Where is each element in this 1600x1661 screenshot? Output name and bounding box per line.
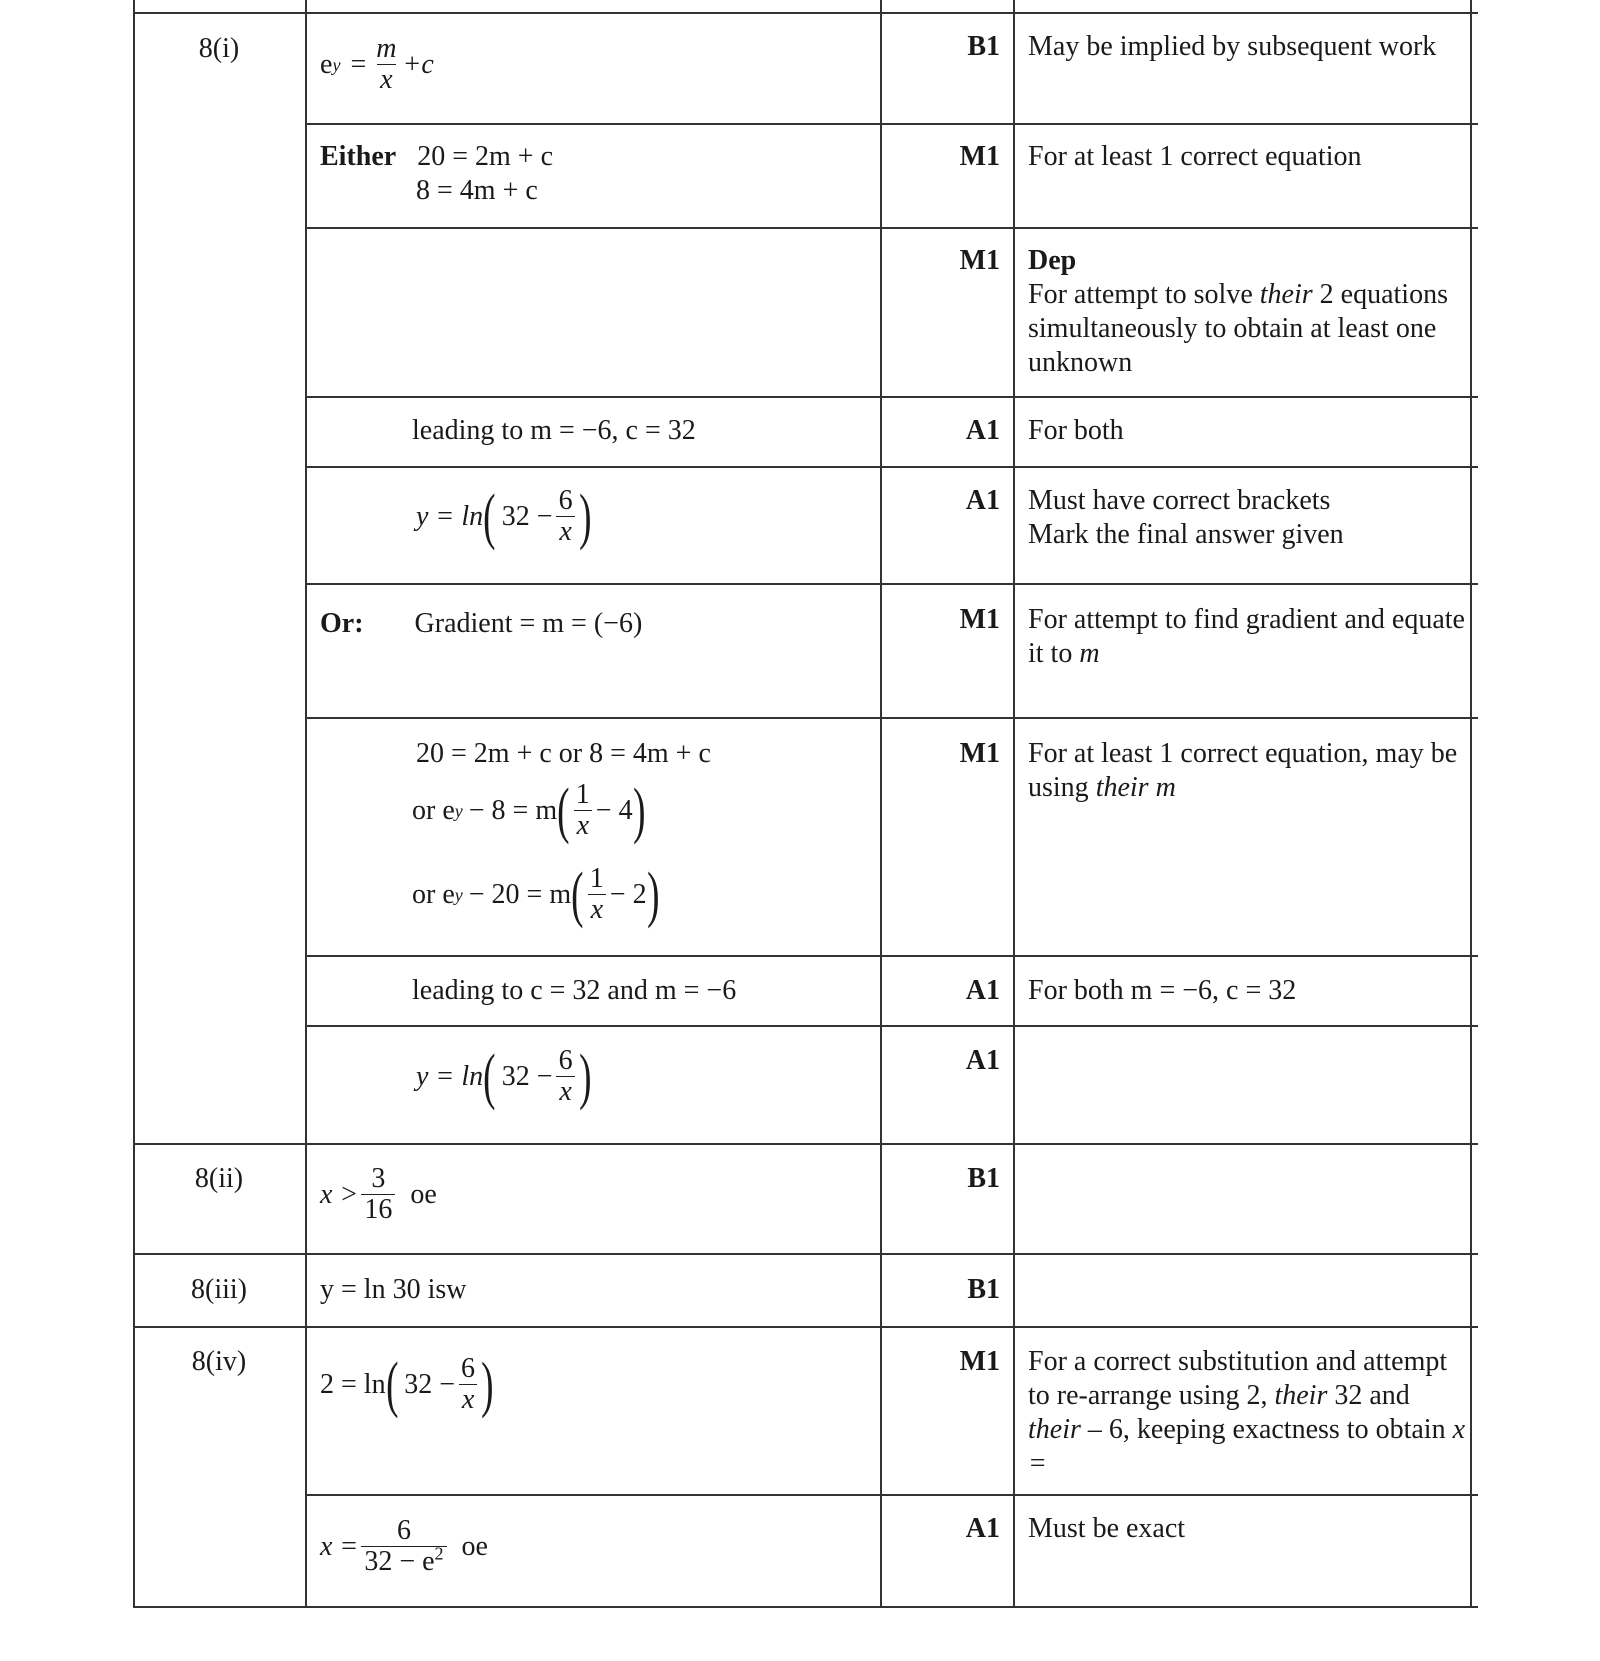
mark-code: B1: [967, 1274, 1000, 1305]
guidance-emphasis: their: [1028, 1414, 1081, 1445]
row-divider: [133, 1253, 1478, 1255]
fraction-denominator: x: [556, 516, 574, 547]
table-border-bottom: [133, 1606, 1478, 1608]
mark-code: B1: [967, 1163, 1000, 1194]
row-divider: [305, 396, 1478, 398]
open-bracket: (: [571, 860, 584, 929]
fraction-denominator: [361, 1543, 446, 1577]
guidance-emphasis: their m: [1095, 772, 1176, 803]
guidance-heading: Dep: [1028, 245, 1077, 276]
mark-code: A1: [965, 975, 1000, 1006]
guidance-cell: [1028, 1345, 1468, 1481]
answer-text: y = ln 30 isw: [320, 1274, 467, 1305]
answer-text: − 2: [609, 878, 647, 910]
guidance-text: Mark the final answer given: [1028, 519, 1344, 550]
question-number: 8(ii): [194, 1163, 244, 1194]
guidance-cell: [1028, 737, 1468, 805]
guidance-cell: [1028, 244, 1468, 380]
fraction: [458, 1354, 478, 1415]
guidance-emphasis: their: [1259, 279, 1313, 310]
guidance-text: – 6, keeping exactness to obtain: [1080, 1414, 1453, 1445]
mark-code: A1: [965, 1045, 1000, 1076]
guidance-text: Must have correct brackets: [1028, 485, 1331, 516]
answer-label: Or:: [320, 608, 364, 639]
mark-code: M1: [959, 738, 1000, 769]
answer-text: 32 −: [404, 1368, 456, 1400]
mark-code: M1: [959, 141, 1000, 172]
guidance-text: May be implied by subsequent work: [1028, 31, 1437, 62]
close-bracket: ): [481, 1350, 494, 1419]
answer-text: oe: [410, 1178, 437, 1210]
answer-text: Gradient = m = (−6): [414, 608, 643, 639]
guidance-emphasis: m: [1079, 638, 1100, 669]
fraction-numerator: 1: [589, 863, 604, 894]
open-bracket: (: [483, 482, 496, 551]
answer-text: or e: [412, 794, 455, 826]
row-divider: [305, 955, 1478, 957]
fraction: [573, 780, 593, 841]
fraction-numerator: 3: [371, 1163, 386, 1194]
answer-line: 20 = 2m + c: [417, 141, 554, 172]
guidance-text: 32 and: [1327, 1380, 1410, 1411]
fraction-denominator: 16: [361, 1194, 395, 1225]
answer-text: +c: [402, 48, 434, 80]
fraction: [587, 864, 607, 925]
answer-text: − 4: [595, 794, 633, 826]
denominator-superscript: 2: [434, 1543, 444, 1564]
answer-cell: [320, 482, 875, 551]
answer-cell: or e y − 20 = m ( $\frac{1}{x}$ − 2 ): [412, 860, 660, 929]
answer-text: x =: [320, 1530, 359, 1562]
fraction: [556, 486, 576, 547]
row-divider: [305, 717, 1478, 719]
fraction-numerator: 6: [396, 1515, 411, 1546]
guidance-text: For a correct substitution and attempt to re-arrange using 2,: [1028, 1346, 1448, 1411]
mark-code: A1: [965, 485, 1000, 516]
guidance-emphasis: x =: [1028, 1414, 1466, 1479]
answer-cell: [320, 1516, 875, 1577]
guidance-cell: [1028, 603, 1468, 671]
fraction-numerator: 6: [461, 1353, 476, 1384]
mark-code: M1: [959, 604, 1000, 635]
mark-code: B1: [967, 31, 1000, 62]
answer-text: =: [350, 48, 367, 80]
answer-text: leading to c = 32 and m = −6: [412, 975, 737, 1006]
row-divider: [305, 1025, 1478, 1027]
row-divider: [305, 227, 1478, 229]
row-divider: [305, 466, 1478, 468]
answer-text: 32 −: [501, 500, 553, 532]
answer-text: e: [320, 48, 333, 80]
fraction-denominator: x: [556, 1076, 574, 1107]
table-border-right: [1470, 0, 1472, 1607]
fraction-denominator: x: [459, 1384, 477, 1415]
answer-text: − 8 = m: [468, 794, 558, 826]
answer-text: leading to m = −6, c = 32: [412, 415, 696, 446]
row-divider: [305, 583, 1478, 585]
mark-code: A1: [965, 415, 1000, 446]
mark-code: M1: [959, 1346, 1000, 1377]
answer-text: oe: [461, 1530, 488, 1562]
question-number: 8(iv): [191, 1346, 247, 1377]
open-bracket: (: [385, 1350, 399, 1419]
guidance-text: For at least 1 correct equation, may be using: [1028, 738, 1458, 803]
fraction-numerator: 1: [575, 779, 590, 810]
row-divider: [133, 1326, 1478, 1328]
fraction: [373, 34, 399, 95]
close-bracket: ): [578, 1042, 592, 1111]
open-bracket: (: [557, 776, 570, 845]
row-divider: [305, 1494, 1478, 1496]
guidance-text: 2 equations simultaneously to obtain at least one unknown: [1028, 279, 1448, 378]
close-bracket: ): [632, 776, 646, 845]
close-bracket: ): [578, 482, 592, 551]
answer-text: or e: [412, 878, 455, 910]
guidance-cell: [1028, 484, 1468, 552]
answer-cell: [320, 1042, 875, 1111]
answer-text: 2 = ln: [320, 1368, 386, 1400]
answer-cell: e y = $\frac{m}{x}$ +c: [320, 33, 434, 95]
question-number: 8(i): [198, 33, 240, 64]
answer-cell: [320, 140, 875, 208]
guidance-text: Must be exact: [1028, 1513, 1186, 1544]
close-bracket: ): [646, 860, 660, 929]
answer-line: 8 = 4m + c: [416, 175, 538, 206]
guidance-emphasis: their: [1274, 1380, 1328, 1411]
fraction-denominator: x: [377, 64, 395, 95]
question-number: 8(iii): [191, 1274, 247, 1305]
fraction: [556, 1046, 576, 1107]
answer-label: Either: [320, 141, 397, 172]
guidance-text: For attempt to find gradient and equate it to: [1028, 604, 1465, 669]
fraction-denominator: x: [574, 810, 592, 841]
fraction-numerator: 6: [558, 485, 573, 516]
answer-text: y = ln: [416, 500, 484, 532]
fraction-numerator: m: [376, 33, 397, 64]
guidance-text: For both m = −6, c = 32: [1028, 975, 1297, 1006]
fraction: [361, 1164, 395, 1225]
mark-code: M1: [959, 245, 1000, 276]
column-divider: [305, 0, 307, 1607]
answer-text: x >: [320, 1178, 359, 1210]
row-divider: [133, 12, 1478, 14]
row-divider: [133, 1143, 1478, 1145]
answer-cell: [320, 607, 875, 641]
open-bracket: (: [483, 1042, 496, 1111]
answer-cell: or e y − 8 = m ( $\frac{1}{x}$ − 4 ): [412, 776, 646, 845]
guidance-text: For attempt to solve: [1028, 279, 1260, 310]
denominator-text: 32 − e: [364, 1546, 435, 1577]
mark-code: A1: [965, 1513, 1000, 1544]
answer-text: 32 −: [501, 1060, 553, 1092]
answer-text: − 20 = m: [468, 878, 572, 910]
answer-text: 20 = 2m + c or 8 = 4m + c: [416, 738, 711, 769]
answer-text: y = ln: [416, 1060, 484, 1092]
guidance-text: For at least 1 correct equation: [1028, 141, 1362, 172]
answer-cell: [320, 1164, 875, 1225]
fraction-denominator: x: [588, 894, 606, 925]
fraction: [361, 1516, 446, 1577]
guidance-text: For both: [1028, 415, 1124, 446]
answer-cell: [320, 1350, 875, 1419]
column-divider: [1013, 0, 1015, 1607]
row-divider: [305, 123, 1478, 125]
fraction-numerator: 6: [558, 1045, 573, 1076]
